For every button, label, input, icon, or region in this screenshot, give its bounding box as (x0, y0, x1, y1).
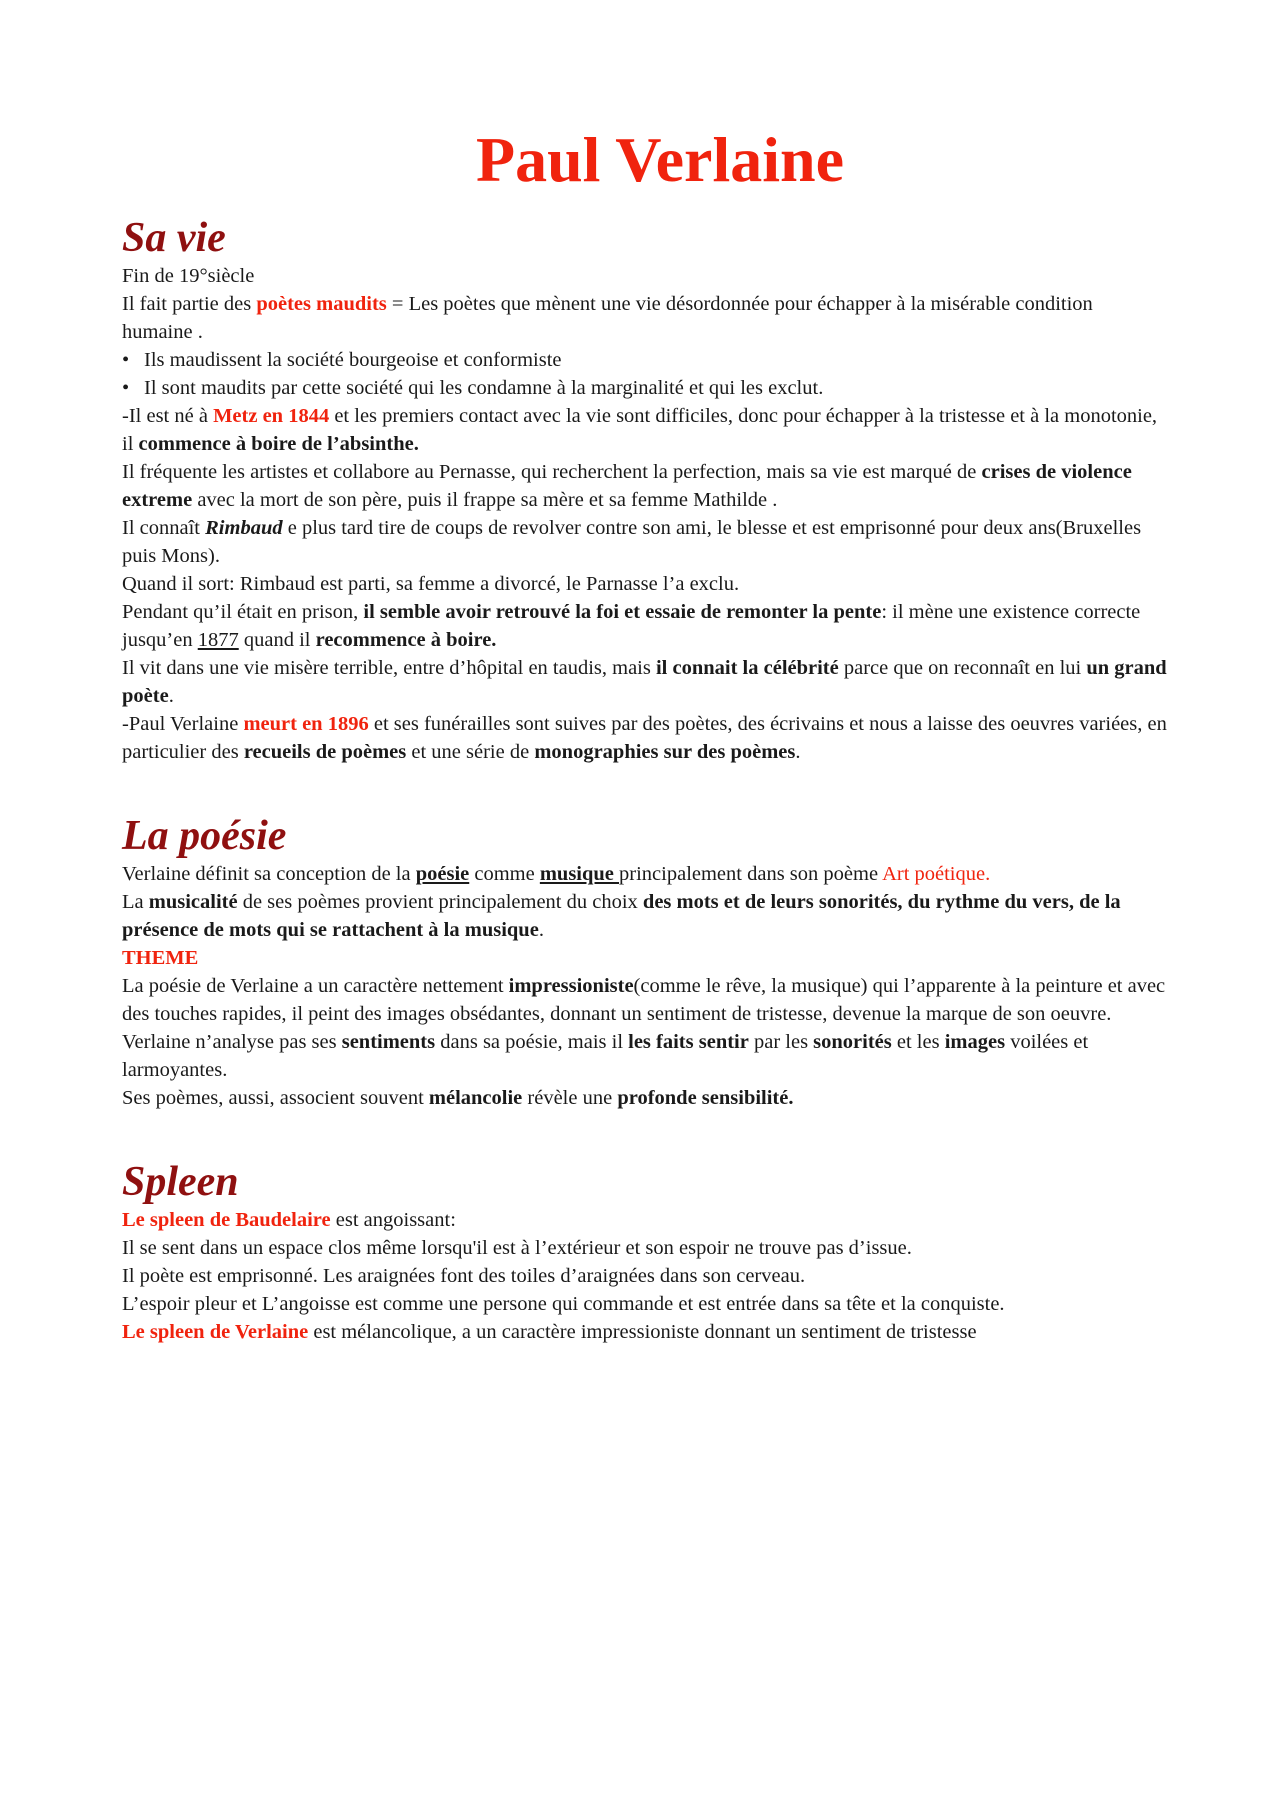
text: par les (748, 1031, 814, 1053)
bullet-text: Ils maudissent la société bourgeoise et conformiste (144, 349, 562, 371)
section-sa-vie (122, 214, 1168, 766)
bold-italic-rimbaud: Rimbaud (205, 517, 283, 539)
paragraph-birth (122, 402, 1168, 458)
document-title: Paul Verlaine (475, 124, 845, 195)
paragraph-musicalite (122, 888, 1168, 944)
text: de ses poèmes provient principalement du choix (237, 891, 643, 913)
text: -Il est né à (122, 405, 214, 427)
section-heading-sa-vie: Sa vie (122, 215, 226, 261)
paragraph-poetes-maudits (122, 290, 1168, 346)
highlight-art-poetique: Art poétique. (882, 863, 991, 885)
text: (comme le rêve, la musique) qui l’apparente à la peinture et avec des touches rapides, il peint des images obsédantes, donnant un sentiment de tristesse, devenue la marque de son oeuvre. (122, 975, 1166, 1025)
paragraph-century: Fin de 19°siècle (122, 265, 255, 287)
bullet-icon: • (122, 377, 130, 399)
bold-foi: il semble avoir retrouvé la foi et essaie de remonter la pente (363, 601, 882, 623)
paragraph-rimbaud (122, 514, 1168, 570)
paragraph-parnasse (122, 458, 1168, 514)
bold-sonorites: sonorités (813, 1031, 892, 1053)
bold-sensibilite: profonde sensibilité. (617, 1087, 794, 1109)
bold-monographies: monographies sur des poèmes (534, 741, 796, 763)
highlight-poetes-maudits: poètes maudits (256, 293, 387, 315)
text: est angoissant: (330, 1209, 456, 1231)
text: La poésie de Verlaine a un caractère nettement (122, 975, 509, 997)
bold-musicalite: musicalité (148, 891, 238, 913)
text: Ses poèmes, aussi, associent souvent (122, 1087, 429, 1109)
section-la-poesie (122, 812, 1168, 1112)
text: comme (469, 863, 540, 885)
bold-absinthe: commence à boire de l’absinthe. (138, 433, 419, 455)
bullet-item-2 (122, 374, 1168, 402)
text: est mélancolique, a un caractère impressioniste donnant un sentiment de tristesse (308, 1321, 977, 1343)
text: avec la mort de son père, puis il frappe sa mère et sa femme Mathilde . (192, 489, 778, 511)
text: et les premiers contact avec la vie sont difficiles, donc pour échapper à la tristesse et à la monotonie, il (122, 405, 1158, 455)
highlight-metz: Metz en 1844 (213, 405, 330, 427)
spacer (122, 1112, 1168, 1158)
text: parce que on reconnaît en lui (838, 657, 1087, 679)
paragraph-prison (122, 598, 1168, 654)
bullet-text: Il sont maudits par cette société qui les condamne à la marginalité et qui les exclut. (144, 377, 824, 399)
section-heading-la-poesie: La poésie (122, 813, 287, 859)
text: Verlaine n’analyse pas ses (122, 1031, 342, 1053)
text: Il fréquente les artistes et collabore au Pernasse, qui recherchent la perfection, mais sa vie est marqué de (122, 461, 982, 483)
bold-faits-sentir: les faits sentir (628, 1031, 749, 1053)
bold-recueils: recueils de poèmes (243, 741, 407, 763)
bullet-icon: • (122, 349, 130, 371)
paragraph-spleen-baudelaire (122, 1206, 1168, 1234)
text: . (538, 919, 544, 941)
bold-recommence: recommence à boire. (315, 629, 497, 651)
text: -Paul Verlaine (122, 713, 244, 735)
paragraph-emprisonne: Il poète est emprisonné. Les araignées font des toiles d’araignées dans son cerveau. (122, 1265, 806, 1287)
highlight-meurt: meurt en 1896 (243, 713, 369, 735)
bold-underline-poesie: poésie (415, 863, 470, 885)
text: e plus tard tire de coups de revolver contre son ami, le blesse et est emprisonné pour deux ans(Bruxelles puis Mons). (122, 517, 1142, 567)
paragraph-espoir: L’espoir pleur et L’angoisse est comme une persone qui commande et est entrée dans sa tête et la conquiste. (122, 1293, 1005, 1315)
bold-melancolie: mélancolie (428, 1087, 523, 1109)
text: . (168, 685, 174, 707)
underline-1877: 1877 (197, 629, 239, 651)
text: et ses funérailles sont suives par des poètes, des écrivains et nous a laisse des oeuvres variées, en particulier des (122, 713, 1167, 763)
text: Il vit dans une vie misère terrible, entre d’hôpital en taudis, mais (122, 657, 656, 679)
text: voilées et larmoyantes. (122, 1031, 1089, 1081)
paragraph-spleen-verlaine (122, 1318, 1168, 1346)
bullet-item-1 (122, 346, 1168, 374)
text: principalement dans son poème (619, 863, 883, 885)
paragraph-death (122, 710, 1168, 766)
subheading-theme: THEME (122, 947, 199, 969)
highlight-spleen-baudelaire: Le spleen de Baudelaire (122, 1209, 331, 1231)
text: Il connaît (122, 517, 206, 539)
bold-impressioniste: impressioniste (508, 975, 634, 997)
paragraph-release: Quand il sort: Rimbaud est parti, sa femme a divorcé, le Parnasse l’a exclu. (122, 573, 740, 595)
bold-celebrite: il connait la célébrité (655, 657, 839, 679)
text: et les (891, 1031, 945, 1053)
text: Pendant qu’il était en prison, (122, 601, 364, 623)
text: La (122, 891, 149, 913)
text: = Les poètes que mènent une vie désordonnée pour échapper à la misérable condition humaine . (122, 293, 1093, 343)
paragraph-impressioniste (122, 972, 1168, 1028)
section-spleen (122, 1158, 1168, 1346)
section-heading-spleen: Spleen (122, 1159, 239, 1205)
paragraph-celebrite (122, 654, 1168, 710)
paragraph-conception (122, 860, 1168, 888)
bold-underline-musique: musique (539, 863, 620, 885)
text: : il mène une existence correcte jusqu’en (122, 601, 1141, 651)
bold-grand-poete: un grand poète (122, 657, 1167, 707)
text: . (795, 741, 801, 763)
text: Verlaine définit sa conception de la (122, 863, 416, 885)
paragraph-melancolie (122, 1084, 1168, 1112)
highlight-spleen-verlaine: Le spleen de Verlaine (122, 1321, 309, 1343)
text: quand il (238, 629, 316, 651)
bold-mots-sonorites: des mots et de leurs sonorités, du rythme du vers, de la présence de mots qui se rattachent à la musique (122, 891, 1121, 941)
text: et une série de (406, 741, 535, 763)
paragraph-espace-clos: Il se sent dans un espace clos même lorsqu'il est à l’extérieur et son espoir ne trouve pas d’issue. (122, 1237, 912, 1259)
spacer (122, 766, 1168, 812)
document-body (122, 120, 1168, 1346)
text: Il fait partie des (122, 293, 257, 315)
paragraph-sentiments (122, 1028, 1168, 1084)
text: révèle une (522, 1087, 618, 1109)
bold-images: images (944, 1031, 1006, 1053)
bold-sentiments: sentiments (341, 1031, 436, 1053)
text: dans sa poésie, mais il (435, 1031, 629, 1053)
bold-crises: crises de violence extreme (122, 461, 1132, 511)
